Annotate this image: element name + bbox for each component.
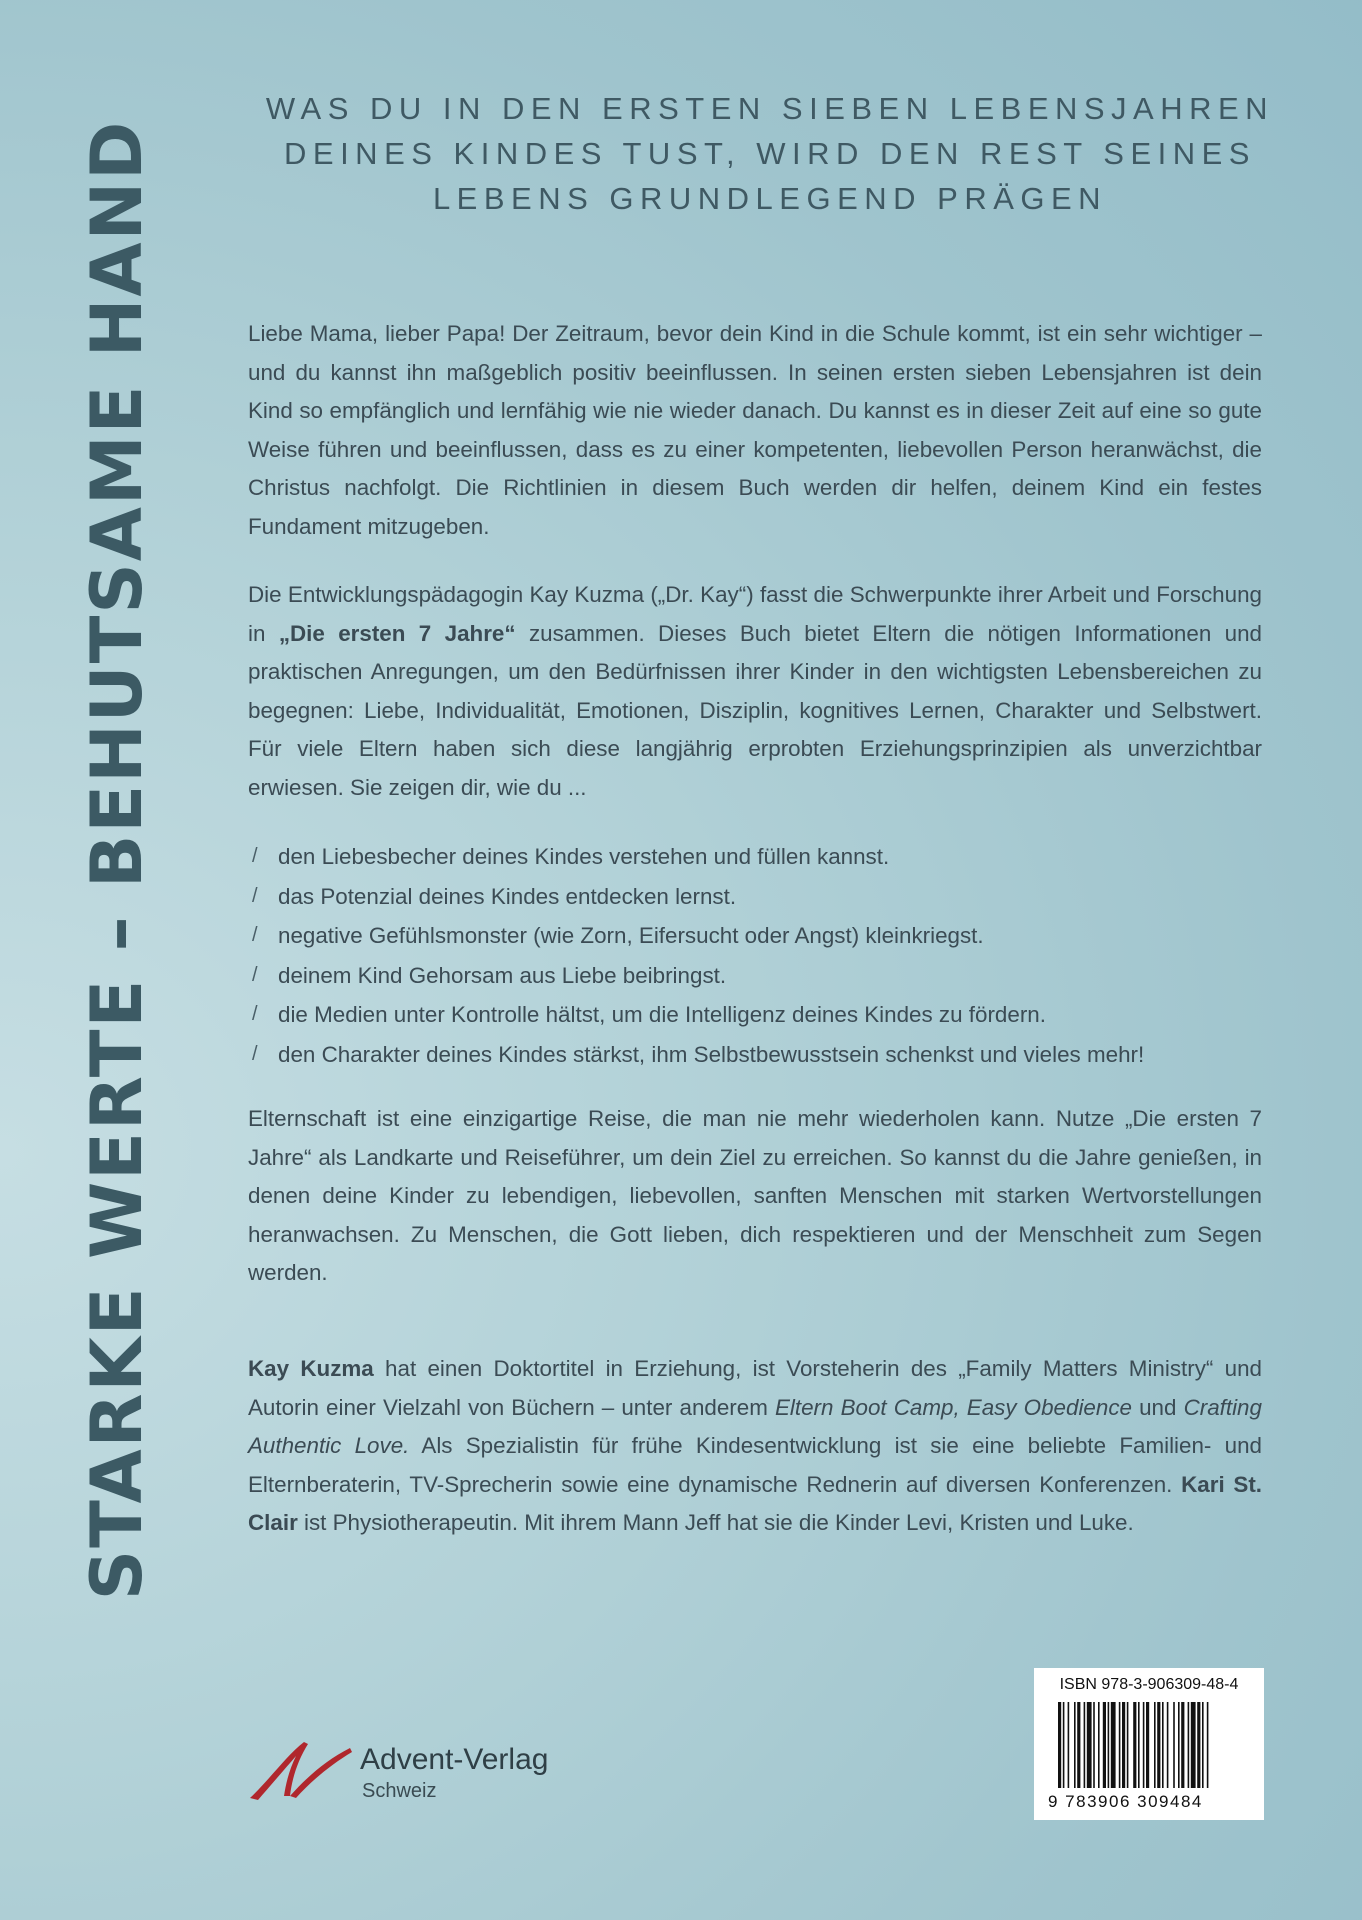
list-item bbox=[252, 1035, 1268, 1075]
list-item-text: deinem Kind Gehorsam aus Liebe beibringst. bbox=[278, 962, 727, 988]
barcode-bar bbox=[1188, 1702, 1190, 1788]
barcode-bar bbox=[1077, 1702, 1080, 1788]
list-item-text: das Potenzial deines Kindes entdecken lernst. bbox=[278, 883, 737, 909]
publisher-name: Advent-Verlag bbox=[360, 1743, 549, 1776]
book-titles-2: Crafting Authentic Love. bbox=[248, 1394, 1262, 1458]
list-item bbox=[252, 916, 1268, 956]
publisher-place: Schweiz bbox=[362, 1780, 437, 1802]
barcode-bar bbox=[1087, 1702, 1092, 1788]
author-name-2: Kari St. Clair bbox=[248, 1471, 1262, 1535]
bio-text-1: hat einen Doktortitel in Erziehung, ist Vorsteherin des „Family Matters Ministry“ und Autorin einer Vielzahl von Büchern – unter anderem bbox=[248, 1356, 1263, 1420]
list-item bbox=[252, 877, 1268, 917]
barcode-bar bbox=[1058, 1702, 1061, 1788]
list-item bbox=[252, 837, 1268, 877]
headline bbox=[250, 86, 1290, 221]
spine-title: STARKE WERTE – BEHUTSAME HAND bbox=[76, 119, 158, 1601]
barcode-bar bbox=[1068, 1702, 1070, 1788]
barcode-bar bbox=[1146, 1702, 1149, 1788]
barcode-bar bbox=[1207, 1702, 1209, 1788]
barcode-bar bbox=[1122, 1702, 1125, 1788]
headline-line-2: DEINES KINDES TUST, WIRD DEN REST SEINES bbox=[284, 136, 1256, 171]
benefit-list bbox=[252, 837, 1268, 1074]
author-name-1: Kay Kuzma bbox=[248, 1356, 374, 1381]
bullet-slash-icon: / bbox=[252, 845, 258, 867]
barcode-bar bbox=[1162, 1702, 1164, 1788]
description-paragraph bbox=[248, 576, 1262, 807]
barcode-bar bbox=[1167, 1702, 1169, 1788]
author-bio bbox=[248, 1350, 1262, 1543]
headline-line-3: LEBENS GRUNDLEGEND PRÄGEN bbox=[432, 181, 1108, 216]
barcode-bar bbox=[1138, 1702, 1140, 1788]
barcode-bar bbox=[1178, 1702, 1180, 1788]
barcode-bar bbox=[1157, 1702, 1160, 1788]
book-titles-1: Eltern Boot Camp, Easy Obedience bbox=[774, 1394, 1132, 1420]
closing-paragraph: Elternschaft ist eine einzigartige Reise, die man nie mehr wiederholen kann. Nutze „Die ersten 7 Jahre“ als Landkarte und Reiseführer, um dein Ziel zu erreichen. So kannst du die Jahre genießen, in denen deine Kinder zu lebendigen, liebevollen, sanften Menschen mit starken Wertvorstellungen heranwachsen. Zu Menschen, die Gott lieben, dich respektieren und der Menschheit zum Segen werden. bbox=[248, 1106, 1262, 1285]
barcode-bar bbox=[1093, 1702, 1095, 1788]
barcode-bar bbox=[1119, 1702, 1121, 1788]
barcode-bar bbox=[1154, 1702, 1156, 1788]
list-item bbox=[252, 995, 1268, 1035]
publisher-logo bbox=[246, 1738, 606, 1808]
bio-text-2: und bbox=[1131, 1394, 1184, 1420]
bullet-slash-icon: / bbox=[252, 1003, 258, 1025]
list-item-text: den Liebesbecher deines Kindes verstehen und füllen kannst. bbox=[278, 844, 890, 869]
bullet-slash-icon: / bbox=[252, 884, 258, 907]
bio-text-4: ist Physiotherapeutin. Mit ihrem Mann Jeff hat sie die Kinder Levi, Kristen und Luke. bbox=[297, 1510, 1134, 1535]
bullet-slash-icon: / bbox=[252, 963, 258, 986]
barcode-bar bbox=[1063, 1702, 1065, 1788]
isbn-text: ISBN 978-3-906309-48-4 bbox=[1059, 1676, 1239, 1693]
headline-line-1: WAS DU IN DEN ERSTEN SIEBEN LEBENSJAHREN bbox=[265, 91, 1275, 126]
bio-text-3: Als Spezialistin für frühe Kindesentwicklung ist sie eine beliebte Familien- und Elternberaterin, TV-Sprecherin sowie eine dynamische Rednerin auf diversen Konferenzen. bbox=[248, 1433, 1262, 1497]
isbn-barcode bbox=[1034, 1668, 1264, 1820]
description-text-1: Die Entwicklungspädagogin Kay Kuzma („Dr. Kay“) fasst die Schwerpunkte ihrer Arbeit und Forschung in bbox=[248, 582, 1262, 646]
barcode-bar bbox=[1074, 1702, 1076, 1788]
bullet-slash-icon: / bbox=[252, 924, 258, 946]
list-item-text: den Charakter deines Kindes stärkst, ihm Selbstbewusstsein schenkst und vieles mehr! bbox=[278, 1041, 1145, 1067]
barcode-bar bbox=[1108, 1702, 1110, 1788]
barcode-bar bbox=[1098, 1702, 1100, 1788]
barcode-bar bbox=[1143, 1702, 1145, 1788]
barcode-bar bbox=[1191, 1702, 1196, 1788]
intro-paragraph: Liebe Mama, lieber Papa! Der Zeitraum, bevor dein Kind in die Schule kommt, ist ein sehr wichtiger – und du kannst ihn maßgeblich positiv beeinflussen. In seinen ersten sieben Lebensjahren ist dein Kind so empfänglich und lernfähig wie nie wieder danach. Du kannst es in dieser Zeit auf eine so gute Weise führen und beeinflussen, dass es zu einer kompetenten, liebevollen Person heranwächst, die Christus nachfolgt. Die Richtlinien in diesem Buch werden dir helfen, deinem Kind ein festes Fundament mitzugeben. bbox=[248, 321, 1262, 539]
bullet-slash-icon: / bbox=[252, 1042, 258, 1065]
barcode-digits: 9 783906 309484 bbox=[1048, 1792, 1203, 1811]
barcode-bar bbox=[1181, 1702, 1184, 1788]
barcode-bars-icon bbox=[1034, 1668, 1264, 1788]
description-text-2: zusammen. Dieses Buch bietet Eltern die nötigen Informationen und praktischen Anregungen, um den Bedürfnissen ihrer Kinder in den wichtigsten Lebensbereichen zu begegnen: Liebe, Individualität, Emotionen, Disziplin, kognitives Lernen, Charakter und Selbstwert. Für viele Eltern haben sich diese langjährig erprobten Erziehungsprinzipien als unverzichtbar erwiesen. Sie zeigen dir, wie du ... bbox=[248, 620, 1263, 800]
list-item-text: die Medien unter Kontrolle hältst, um die Intelligenz deines Kindes zu fördern. bbox=[278, 1002, 1046, 1027]
book-title: „Die ersten 7 Jahre“ bbox=[278, 620, 516, 646]
barcode-bar bbox=[1173, 1702, 1175, 1788]
barcode-bar bbox=[1103, 1702, 1106, 1788]
barcode-bar bbox=[1133, 1702, 1136, 1788]
barcode-bar bbox=[1197, 1702, 1200, 1788]
advent-logo-icon bbox=[246, 1738, 356, 1804]
barcode-bar bbox=[1111, 1702, 1116, 1788]
list-item bbox=[252, 956, 1268, 996]
barcode-bar bbox=[1202, 1702, 1204, 1788]
barcode-bar bbox=[1127, 1702, 1129, 1788]
barcode-bar bbox=[1084, 1702, 1086, 1788]
list-item-text: negative Gefühlsmonster (wie Zorn, Eifersucht oder Angst) kleinkriegst. bbox=[278, 923, 984, 948]
